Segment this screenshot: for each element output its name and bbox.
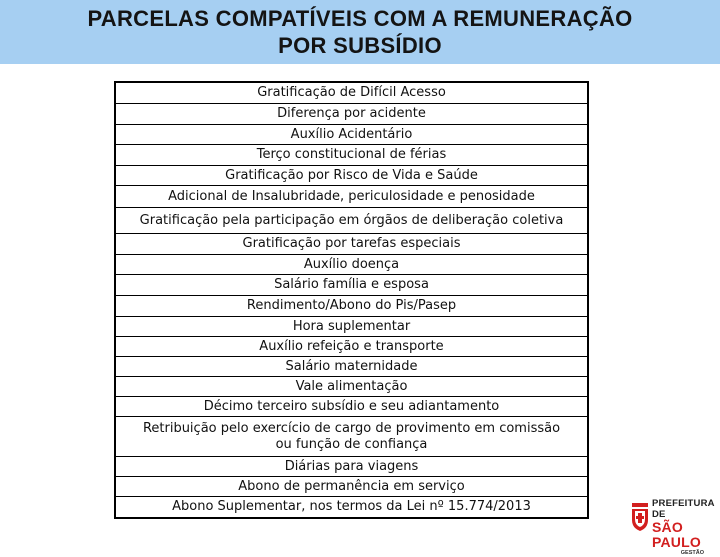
table-row: Diárias para viagens xyxy=(116,457,587,477)
table-row: Retribuição pelo exercício de cargo de provimento em comissão ou função de confiança xyxy=(116,417,587,457)
table-row: Vale alimentação xyxy=(116,377,587,397)
table-row: Auxílio doença xyxy=(116,255,587,275)
logo-line-3: GESTÃO xyxy=(680,550,704,556)
table-row: Décimo terceiro subsídio e seu adiantamento xyxy=(116,397,587,417)
table-row: Terço constitucional de férias xyxy=(116,145,587,166)
table-row: Abono de permanência em serviço xyxy=(116,477,587,497)
slide-title-banner xyxy=(0,0,720,64)
table-row: Auxílio refeição e transporte xyxy=(116,337,587,357)
city-emblem-icon xyxy=(630,500,650,532)
table-row: Diferença por acidente xyxy=(116,104,587,125)
parcelas-table xyxy=(115,82,588,518)
prefeitura-sao-paulo-logo xyxy=(630,498,718,556)
table-row: Gratificação por tarefas especiais xyxy=(116,234,587,255)
table-row: Salário família e esposa xyxy=(116,275,587,296)
logo-line-1: PREFEITURA DE xyxy=(652,498,715,520)
table-row: Auxílio Acidentário xyxy=(116,125,587,145)
table-row: Gratificação de Difícil Acesso xyxy=(116,83,587,104)
table-row: Adicional de Insalubridade, periculosidade e penosidade xyxy=(116,186,587,208)
slide-title-line-2: POR SUBSÍDIO xyxy=(278,33,442,58)
table-row: Hora suplementar xyxy=(116,317,587,337)
table-row: Rendimento/Abono do Pis/Pasep xyxy=(116,296,587,317)
table-row: Salário maternidade xyxy=(116,357,587,377)
table-row: Gratificação por Risco de Vida e Saúde xyxy=(116,166,587,186)
table-row: Gratificação pela participação em órgãos de deliberação coletiva xyxy=(116,208,587,234)
slide-title-line-1: PARCELAS COMPATÍVEIS COM A REMUNERAÇÃO xyxy=(87,6,633,31)
table-row: Abono Suplementar, nos termos da Lei nº 15.774/2013 xyxy=(116,497,587,518)
logo-line-2: SÃO PAULO xyxy=(652,519,701,550)
